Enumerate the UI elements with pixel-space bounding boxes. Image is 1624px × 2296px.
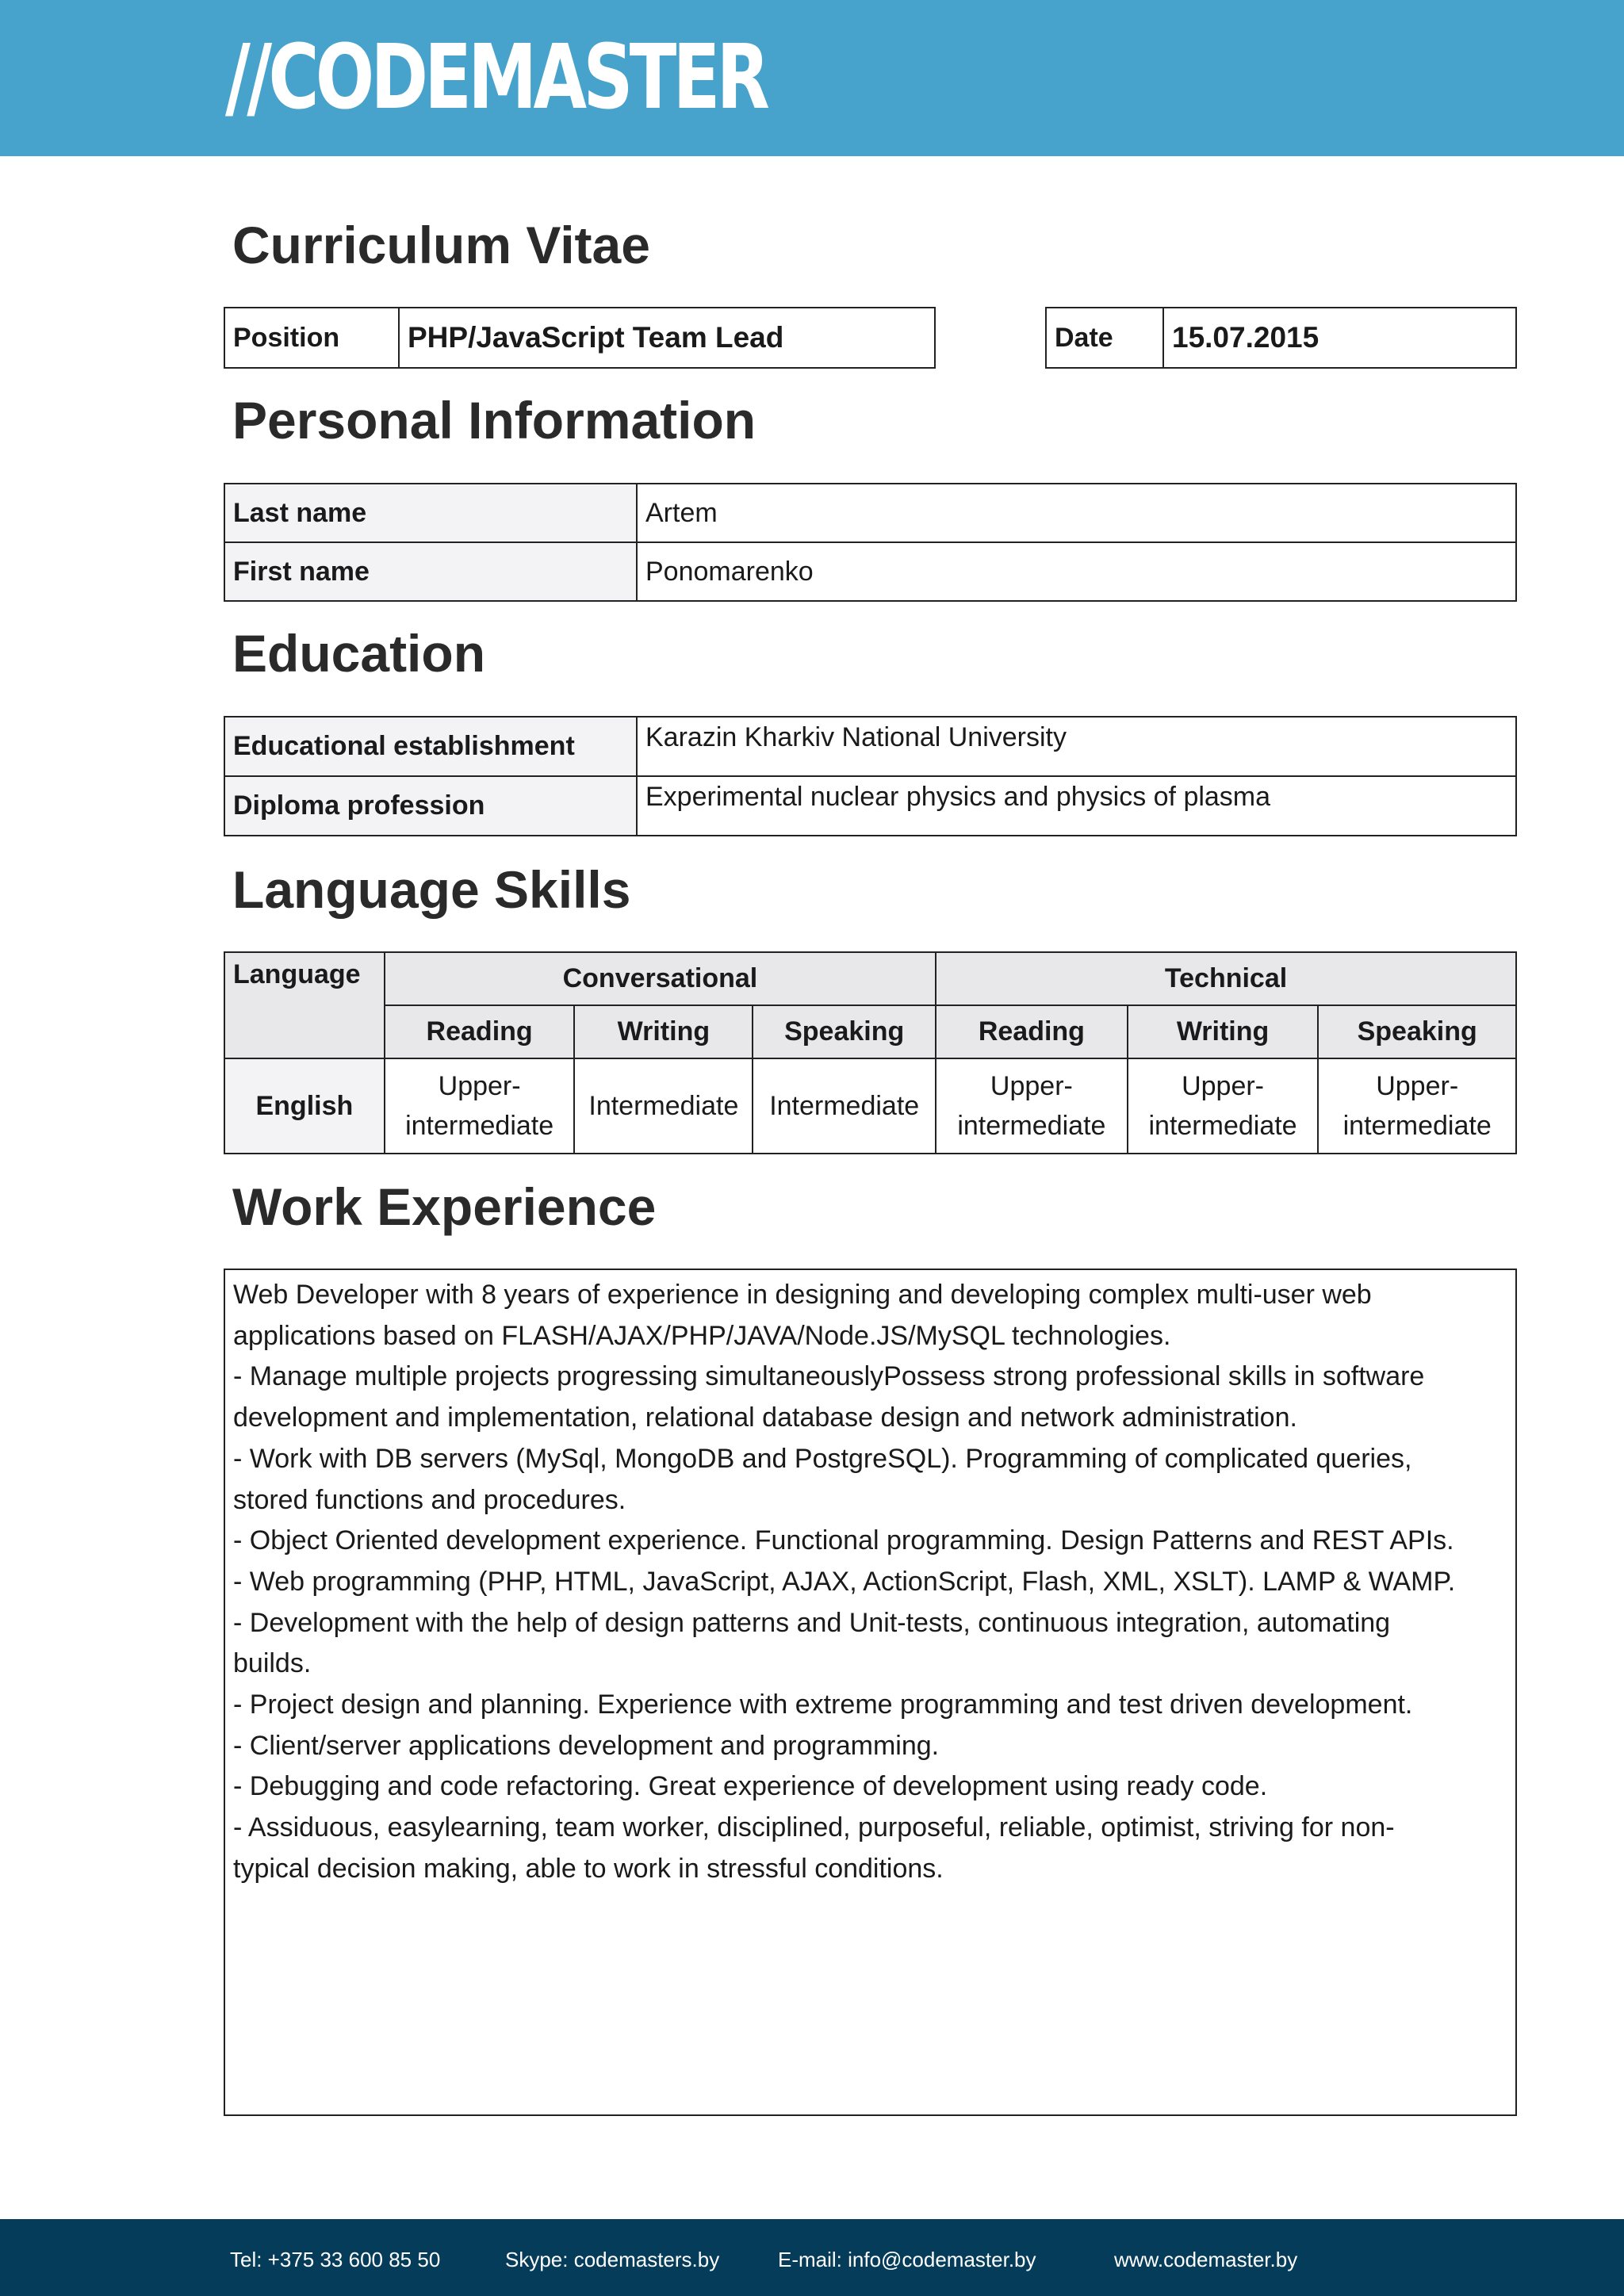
work-line: typical decision making, able to work in stressful conditions. bbox=[233, 1853, 944, 1884]
language-skills-table bbox=[224, 951, 1517, 1154]
level-line: intermediate bbox=[405, 1111, 554, 1141]
position-table bbox=[224, 307, 936, 369]
personal-info-table bbox=[224, 483, 1517, 602]
conv-speaking-header: Speaking bbox=[753, 1005, 936, 1058]
table-row bbox=[224, 717, 1516, 776]
level-line: Upper- bbox=[1182, 1071, 1265, 1101]
work-experience-heading: Work Experience bbox=[232, 1177, 657, 1236]
language-name: English bbox=[224, 1058, 385, 1154]
tech-speaking-header: Speaking bbox=[1318, 1005, 1516, 1058]
brand-logo: //CODEMASTER bbox=[225, 26, 767, 129]
first-name-label: First name bbox=[224, 542, 637, 601]
work-line: applications based on FLASH/AJAX/PHP/JAVA/Node.JS/MySQL technologies. bbox=[233, 1320, 1171, 1351]
tech-writing-header: Writing bbox=[1128, 1005, 1319, 1058]
diploma-label: Diploma profession bbox=[224, 776, 637, 836]
date-label: Date bbox=[1046, 308, 1163, 368]
tech-reading-header: Reading bbox=[936, 1005, 1128, 1058]
tech-speaking-level bbox=[1318, 1058, 1516, 1154]
work-line: builds. bbox=[233, 1648, 312, 1679]
work-line: - Object Oriented development experience. Functional programming. Design Patterns and REST APIs. bbox=[233, 1525, 1454, 1556]
level-line: intermediate bbox=[957, 1111, 1106, 1141]
footer-tel: Tel: +375 33 600 85 50 bbox=[230, 2248, 441, 2271]
level-line: Upper- bbox=[438, 1071, 521, 1101]
level-line: intermediate bbox=[1148, 1111, 1297, 1141]
work-line: - Client/server applications development and programming. bbox=[233, 1730, 940, 1761]
col-language-header: Language bbox=[224, 952, 385, 1058]
establishment-label: Educational establishment bbox=[224, 717, 637, 776]
work-line: development and implementation, relational database design and network administration. bbox=[233, 1402, 1297, 1433]
conv-writing-level bbox=[574, 1058, 753, 1154]
first-name-value: Ponomarenko bbox=[637, 542, 1516, 601]
level-line: Upper- bbox=[990, 1071, 1073, 1101]
date-table bbox=[1045, 307, 1517, 369]
education-heading: Education bbox=[232, 624, 486, 683]
last-name-value: Artem bbox=[637, 484, 1516, 542]
personal-info-heading: Personal Information bbox=[232, 391, 756, 450]
work-line: - Assiduous, easylearning, team worker, disciplined, purposeful, reliable, optimist, striving for non- bbox=[233, 1812, 1395, 1843]
table-row bbox=[224, 542, 1516, 601]
work-line: - Manage multiple projects progressing simultaneouslyPossess strong professional skills in software bbox=[233, 1361, 1425, 1392]
conv-reading-header: Reading bbox=[385, 1005, 575, 1058]
work-line: stored functions and procedures. bbox=[233, 1484, 626, 1515]
level-line: Upper- bbox=[1376, 1071, 1459, 1101]
position-label: Position bbox=[224, 308, 399, 368]
footer-bar bbox=[0, 2219, 1624, 2296]
work-line: - Project design and planning. Experience with extreme programming and test driven development. bbox=[233, 1689, 1413, 1720]
work-line: - Development with the help of design patterns and Unit-tests, continuous integration, automating bbox=[233, 1607, 1391, 1638]
position-value: PHP/JavaScript Team Lead bbox=[399, 308, 935, 368]
footer-email[interactable]: E-mail: info@codemaster.by bbox=[778, 2248, 1036, 2271]
footer-skype: Skype: codemasters.by bbox=[505, 2248, 720, 2271]
work-line: - Web programming (PHP, HTML, JavaScript, AJAX, ActionScript, Flash, XML, XSLT). LAMP & WAMP. bbox=[233, 1566, 1456, 1597]
technical-header: Technical bbox=[936, 952, 1516, 1005]
level-line: intermediate bbox=[1342, 1111, 1492, 1141]
work-line: - Work with DB servers (MySql, MongoDB and PostgreSQL). Programming of complicated queries, bbox=[233, 1443, 1412, 1474]
language-skills-heading: Language Skills bbox=[232, 860, 631, 919]
work-experience-box bbox=[224, 1269, 1517, 2116]
work-line: - Debugging and code refactoring. Great experience of development using ready code. bbox=[233, 1771, 1268, 1802]
last-name-label: Last name bbox=[224, 484, 637, 542]
table-row bbox=[224, 484, 1516, 542]
tech-writing-level bbox=[1128, 1058, 1319, 1154]
tech-reading-level bbox=[936, 1058, 1128, 1154]
conv-speaking-level bbox=[753, 1058, 936, 1154]
establishment-value: Karazin Kharkiv National University bbox=[637, 717, 1516, 776]
conversational-header: Conversational bbox=[385, 952, 936, 1005]
header-banner bbox=[0, 0, 1624, 156]
work-line: Web Developer with 8 years of experience in designing and developing complex multi-user web bbox=[233, 1280, 1372, 1310]
table-row bbox=[224, 1058, 1516, 1154]
diploma-value: Experimental nuclear physics and physics of plasma bbox=[637, 776, 1516, 836]
conv-reading-level bbox=[385, 1058, 575, 1154]
level-line: Intermediate bbox=[588, 1091, 739, 1121]
level-line: Intermediate bbox=[769, 1091, 920, 1121]
page-title: Curriculum Vitae bbox=[232, 216, 650, 274]
conv-writing-header: Writing bbox=[574, 1005, 753, 1058]
date-value: 15.07.2015 bbox=[1163, 308, 1516, 368]
education-table bbox=[224, 716, 1517, 836]
footer-website[interactable]: www.codemaster.by bbox=[1114, 2248, 1298, 2271]
table-row bbox=[224, 776, 1516, 836]
